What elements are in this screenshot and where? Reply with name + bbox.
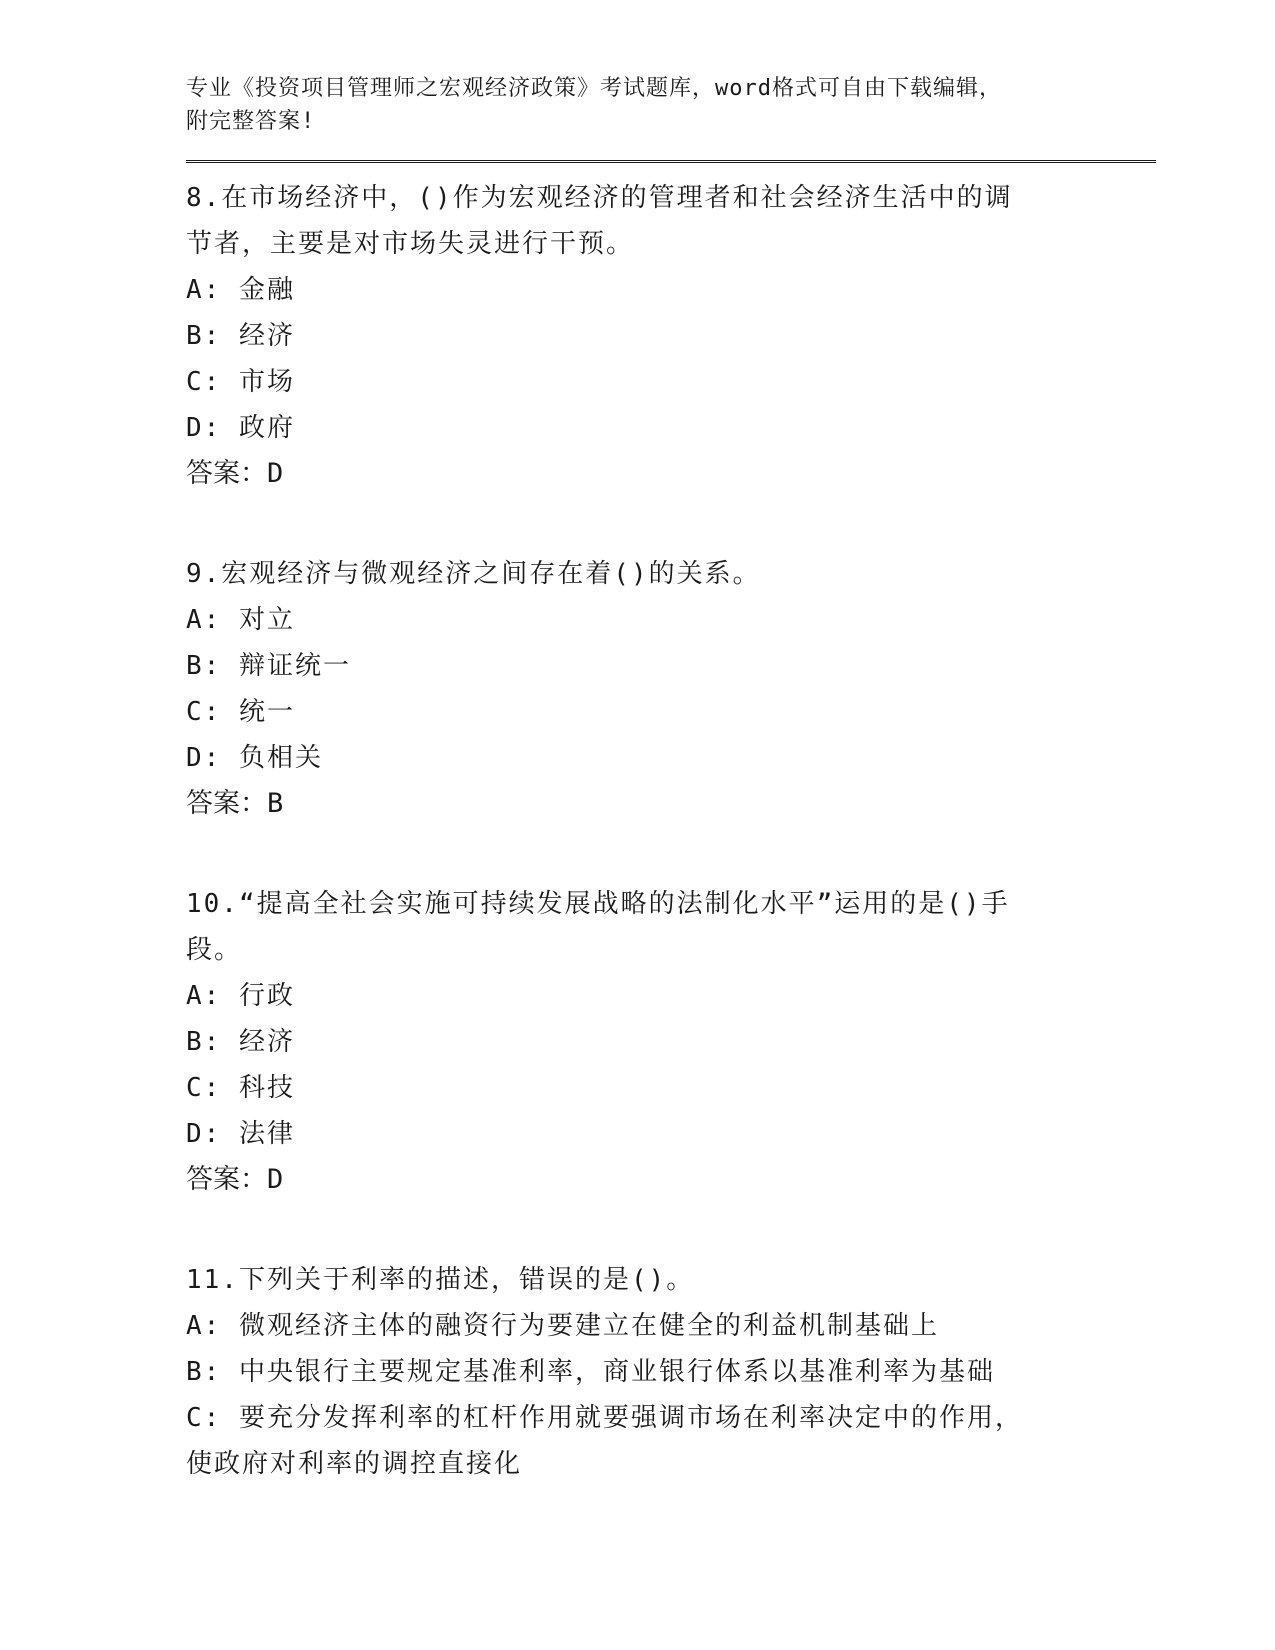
- question-stem: 11.下列关于利率的描述，错误的是()。: [186, 1265, 695, 1295]
- question-stem: 10.“提高全社会实施可持续发展战略的法制化水平”运用的是()手段。: [186, 889, 1010, 965]
- option-text: 科技: [238, 1073, 295, 1103]
- option-key: A:: [186, 981, 222, 1011]
- question-stem: 8.在市场经济中，()作为宏观经济的管理者和社会经济生活中的调节者，主要是对市场失灵进行干预。: [186, 183, 1013, 259]
- option-key: C:: [186, 697, 222, 727]
- option-d: [186, 405, 1156, 451]
- option-text: 中央银行主要规定基准利率，商业银行体系以基准利率为基础: [238, 1357, 995, 1387]
- question-9: [186, 551, 1156, 827]
- option-d: [186, 735, 1156, 781]
- option-b: [186, 1019, 1156, 1065]
- answer-line: [186, 781, 1156, 827]
- answer-value: D: [267, 458, 284, 489]
- option-key: C:: [186, 1403, 222, 1433]
- option-c: [186, 359, 1156, 405]
- question-stem: 9.宏观经济与微观经济之间存在着()的关系。: [186, 559, 761, 589]
- option-text: 金融: [238, 275, 295, 305]
- option-key: B:: [186, 1027, 222, 1057]
- option-key: D:: [186, 1119, 222, 1149]
- option-text: 统一: [238, 697, 295, 727]
- option-a: [186, 597, 1156, 643]
- option-key: B:: [186, 1357, 222, 1387]
- answer-value: D: [267, 1164, 284, 1195]
- answer-label: 答案：: [186, 788, 267, 819]
- option-key: A:: [186, 1311, 222, 1341]
- answer-line: [186, 1157, 1156, 1203]
- header-divider: [186, 160, 1156, 165]
- option-b: [186, 643, 1156, 689]
- option-key: A:: [186, 605, 222, 635]
- option-a: [186, 973, 1156, 1019]
- answer-label: 答案：: [186, 458, 267, 489]
- option-c: [186, 1065, 1156, 1111]
- option-text: 负相关: [238, 743, 323, 773]
- answer-label: 答案：: [186, 1164, 267, 1195]
- document-page: [186, 72, 1156, 1487]
- option-c: [186, 1395, 1046, 1487]
- option-key: D:: [186, 413, 222, 443]
- question-10: [186, 881, 1156, 1203]
- option-text: 经济: [238, 321, 295, 351]
- option-text: 法律: [238, 1119, 295, 1149]
- answer-value: B: [267, 788, 284, 819]
- option-text: 经济: [238, 1027, 295, 1057]
- option-b: [186, 1349, 1046, 1395]
- option-d: [186, 1111, 1156, 1157]
- question-8: [186, 175, 1156, 497]
- option-key: B:: [186, 321, 222, 351]
- option-text: 要充分发挥利率的杠杆作用就要强调市场在利率决定中的作用，使政府对利率的调控直接化: [186, 1403, 1023, 1479]
- option-c: [186, 689, 1156, 735]
- option-key: D:: [186, 743, 222, 773]
- option-text: 政府: [238, 413, 295, 443]
- option-key: C:: [186, 367, 222, 397]
- option-key: B:: [186, 651, 222, 681]
- option-b: [186, 313, 1156, 359]
- header-line-2: 附完整答案!: [186, 109, 316, 134]
- question-11: [186, 1257, 1156, 1487]
- option-key: A:: [186, 275, 222, 305]
- option-text: 行政: [238, 981, 295, 1011]
- answer-line: [186, 451, 1156, 497]
- option-text: 对立: [238, 605, 295, 635]
- option-a: [186, 267, 1156, 313]
- document-header: [186, 72, 1156, 138]
- header-line-1: 专业《投资项目管理师之宏观经济政策》考试题库，word格式可自由下载编辑，: [186, 76, 1002, 101]
- option-text: 微观经济主体的融资行为要建立在健全的利益机制基础上: [238, 1311, 939, 1341]
- option-text: 辩证统一: [238, 651, 351, 681]
- option-a: [186, 1303, 1046, 1349]
- option-key: C:: [186, 1073, 222, 1103]
- option-text: 市场: [238, 367, 295, 397]
